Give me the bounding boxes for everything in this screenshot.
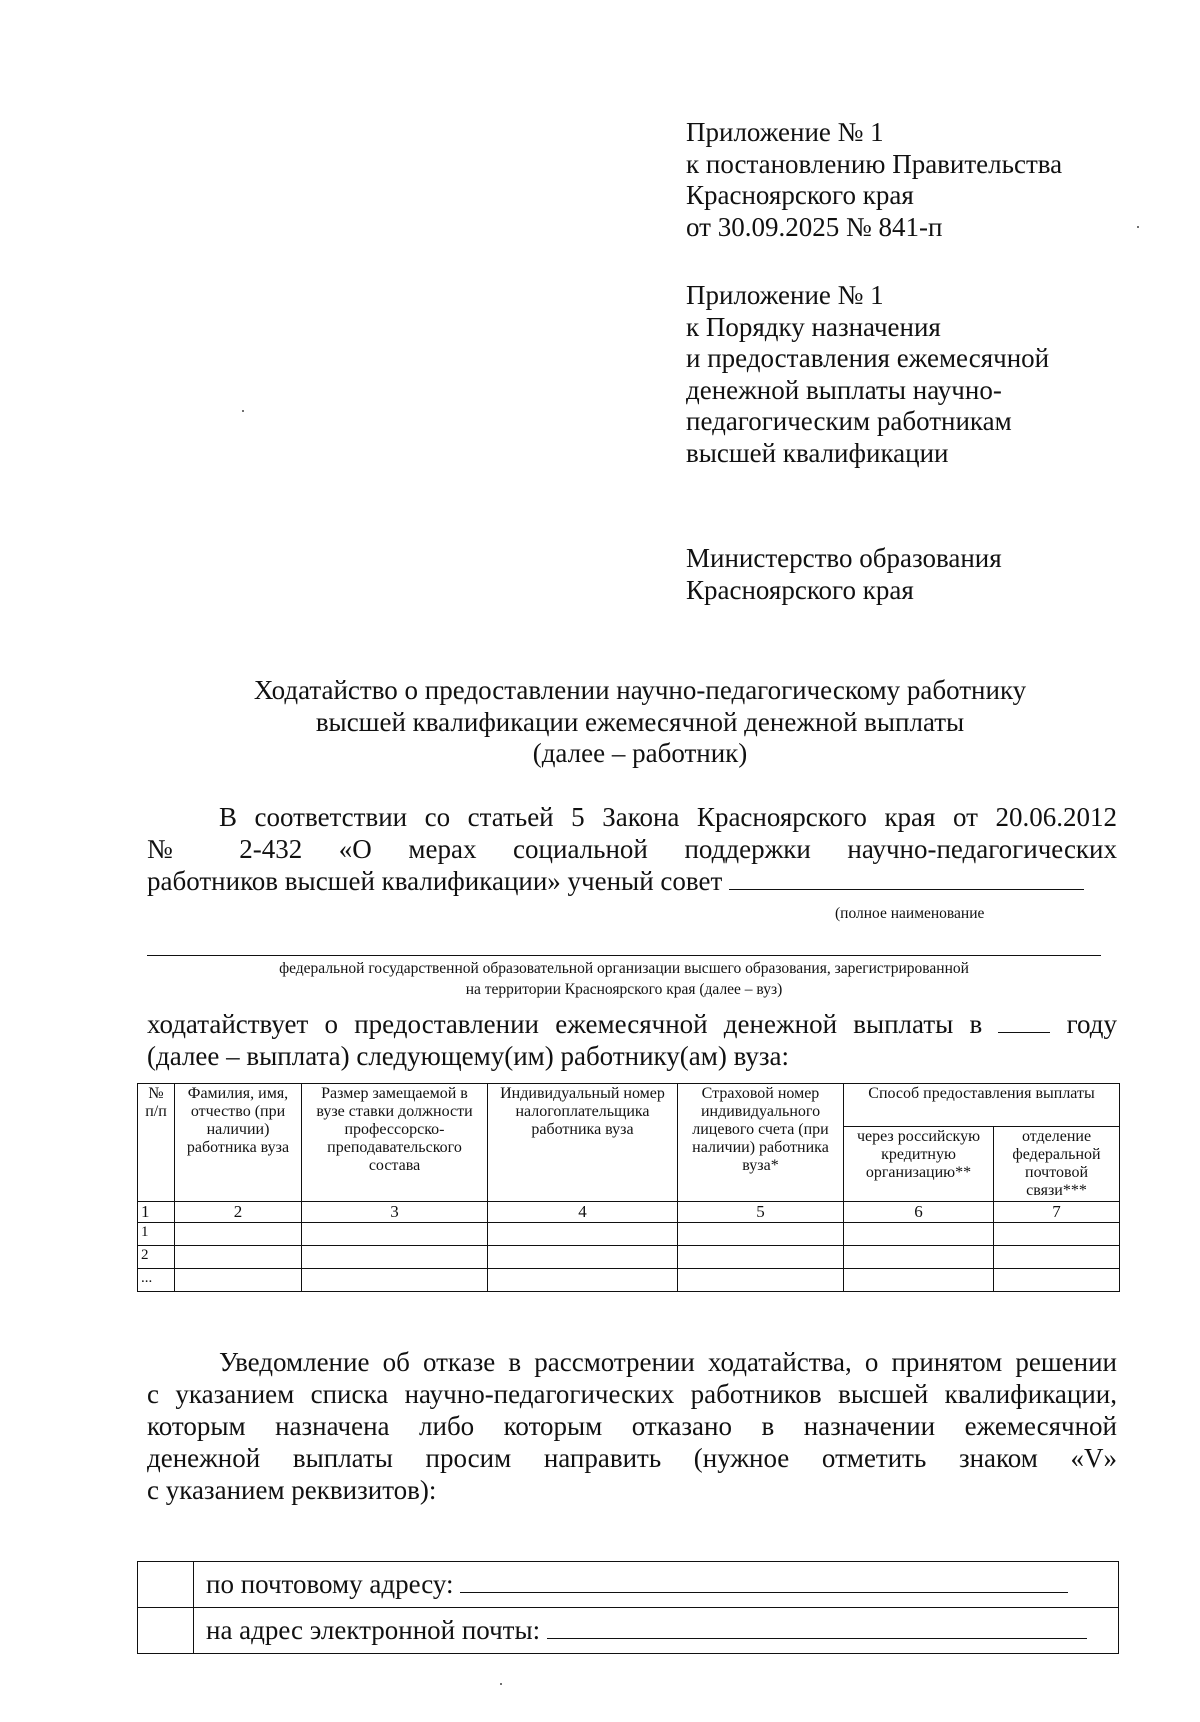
table-cell[interactable] <box>678 1269 844 1292</box>
column-number: 1 <box>138 1202 175 1223</box>
table-cell[interactable] <box>994 1223 1120 1246</box>
table-cell[interactable] <box>175 1269 302 1292</box>
table-cell[interactable] <box>488 1223 678 1246</box>
column-numbers-row <box>138 1202 1120 1223</box>
postal-checkbox[interactable] <box>138 1562 194 1608</box>
table-header-row <box>138 1084 1120 1127</box>
row-number: 1 <box>138 1223 175 1246</box>
notice-line: которым назначена либо которым отказано в назначении ежемесячной <box>147 1411 1117 1441</box>
delivery-option-email <box>138 1608 1119 1654</box>
header-rate: Размер замещаемой в вузе ставки должности профессорско-преподавательского состава <box>302 1084 488 1202</box>
table-cell[interactable] <box>302 1223 488 1246</box>
council-name-field[interactable] <box>729 869 1084 890</box>
appendix-line: от 30.09.2025 № 841-п <box>686 211 943 242</box>
column-number: 5 <box>678 1202 844 1223</box>
appendix-line: Приложение № 1 <box>686 280 884 310</box>
appendix-resolution <box>686 117 1062 243</box>
table-row <box>138 1246 1120 1269</box>
table-cell[interactable] <box>994 1246 1120 1269</box>
intro-line-3 <box>147 865 1117 897</box>
addressee <box>686 543 1002 606</box>
column-number: 4 <box>488 1202 678 1223</box>
notice-paragraph <box>147 1346 1117 1506</box>
request-line-2: (далее – выплата) следующему(им) работнику(ам) вуза: <box>147 1041 790 1071</box>
appendix-line: к Порядку назначения <box>686 311 941 342</box>
scan-speck <box>242 410 244 412</box>
email-option-cell <box>194 1608 1119 1654</box>
email-checkbox[interactable] <box>138 1608 194 1654</box>
table-cell[interactable] <box>678 1246 844 1269</box>
header-method: Способ предоставления выплаты <box>844 1084 1120 1127</box>
hint-full-name: (полное наименование <box>835 905 985 922</box>
appendix-line: Красноярского края <box>686 180 914 210</box>
notice-line: Уведомление об отказе в рассмотрении ходатайства, о принятом решении <box>219 1347 1117 1377</box>
title-line: (далее – работник) <box>532 738 748 768</box>
table-cell[interactable] <box>488 1246 678 1269</box>
table-cell[interactable] <box>175 1246 302 1269</box>
column-number: 2 <box>175 1202 302 1223</box>
request-line-1-text: ходатайствует о предоставлении ежемесячной денежной выплаты в <box>147 1009 983 1039</box>
notice-line: с указанием списка научно-педагогических работников высшей квалификации, <box>147 1379 1117 1409</box>
table-cell[interactable] <box>844 1269 994 1292</box>
title-line: высшей квалификации ежемесячной денежной выплаты <box>315 706 965 737</box>
request-paragraph <box>147 1008 1117 1072</box>
request-line-1 <box>147 1008 1117 1040</box>
intro-line-1: В соответствии со статьей 5 Закона Красноярского края от 20.06.2012 <box>219 802 1117 832</box>
appendix-line: и предоставления ежемесячной <box>686 343 1050 373</box>
table-row <box>138 1223 1120 1246</box>
org-name-field-line[interactable] <box>147 955 1101 956</box>
delivery-option-postal <box>138 1562 1119 1608</box>
year-field[interactable] <box>998 1012 1050 1033</box>
workers-table <box>137 1083 1120 1292</box>
row-number: 2 <box>138 1246 175 1269</box>
scan-speck <box>500 1683 502 1685</box>
appendix-line: Приложение № 1 <box>686 117 884 147</box>
email-address-field[interactable] <box>547 1618 1087 1639</box>
appendix-line: высшей квалификации <box>686 437 949 468</box>
table-cell[interactable] <box>488 1269 678 1292</box>
column-number: 3 <box>302 1202 488 1223</box>
table-cell[interactable] <box>175 1223 302 1246</box>
postal-label: по почтовому адресу: <box>206 1569 454 1599</box>
intro-line-3-text: работников высшей квалификации» ученый совет <box>147 866 723 896</box>
delivery-options-table <box>137 1561 1119 1654</box>
appendix-order <box>686 280 1049 469</box>
header-post: отделение федеральной почтовой связи*** <box>994 1127 1120 1202</box>
table-cell[interactable] <box>678 1223 844 1246</box>
addressee-line: Министерство образования <box>686 543 1002 573</box>
intro-paragraph <box>147 801 1117 897</box>
table-row <box>138 1269 1120 1292</box>
appendix-line: педагогическим работникам <box>686 406 1012 436</box>
notice-line: денежной выплаты просим направить (нужное отметить знаком «V» <box>147 1443 1117 1473</box>
postal-address-field[interactable] <box>460 1572 1068 1593</box>
postal-option-cell <box>194 1562 1119 1608</box>
hint-territory: на территории Красноярского края (далее – вуз) <box>465 981 783 998</box>
scan-speck <box>1137 226 1139 228</box>
table-cell[interactable] <box>844 1223 994 1246</box>
column-number: 6 <box>844 1202 994 1223</box>
header-bank: через российскую кредитную организацию** <box>844 1127 994 1202</box>
hint-organization: федеральной государственной образовательной организации высшего образования, зарегистрированной <box>279 960 969 977</box>
table-cell[interactable] <box>994 1269 1120 1292</box>
header-inn: Индивидуальный номер налогоплательщика работника вуза <box>488 1084 678 1202</box>
notice-line: с указанием реквизитов): <box>147 1475 437 1505</box>
appendix-line: денежной выплаты научно- <box>686 374 1002 405</box>
column-number: 7 <box>994 1202 1120 1223</box>
intro-line-2: № 2-432 «О мерах социальной поддержки научно-педагогических <box>147 834 1117 864</box>
addressee-line: Красноярского края <box>686 574 914 605</box>
table-cell[interactable] <box>302 1269 488 1292</box>
appendix-line: к постановлению Правительства <box>686 148 1063 179</box>
header-snils: Страховой номер индивидуального лицевого счета (при наличии) работника вуза* <box>678 1084 844 1202</box>
header-name: Фамилия, имя, отчество (при наличии) работника вуза <box>175 1084 302 1202</box>
table-cell[interactable] <box>844 1246 994 1269</box>
table-cell[interactable] <box>302 1246 488 1269</box>
title-line: Ходатайство о предоставлении научно-педагогическому работнику <box>253 675 1027 705</box>
request-year-word: году <box>1066 1009 1118 1039</box>
email-label: на адрес электронной почты: <box>206 1615 541 1645</box>
document-title <box>150 675 1130 770</box>
header-no: № п/п <box>138 1084 175 1202</box>
row-number: ... <box>138 1269 175 1292</box>
